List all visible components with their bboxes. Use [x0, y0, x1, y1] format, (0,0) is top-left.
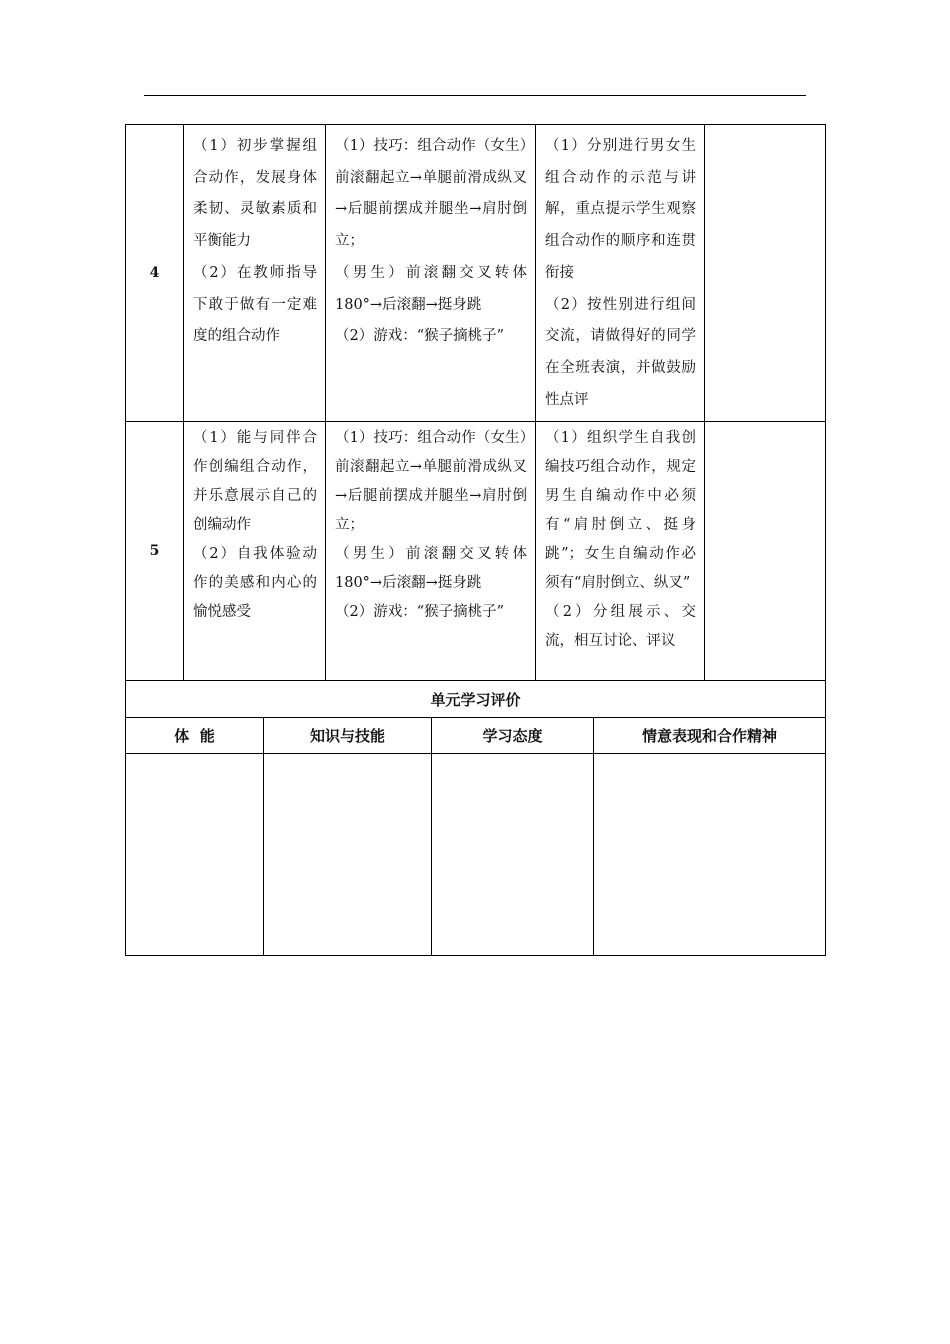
- notes-cell: [705, 422, 826, 681]
- lesson-number: 4: [126, 125, 184, 422]
- header-affect-cooperation: 情意表现和合作精神: [594, 718, 826, 754]
- methods-cell: [536, 125, 705, 422]
- header-physical-fitness: 体 能: [126, 718, 264, 754]
- content-cell: [326, 422, 536, 681]
- value-affect-cooperation: [594, 754, 826, 956]
- content-item: （1）技巧：组合动作（女生）前滚翻起立→单腿前滑成纵叉→后腿前摆成并腿坐→肩肘倒立；: [335, 430, 527, 533]
- evaluation-value-row: [126, 754, 826, 956]
- header-learning-attitude: 学习态度: [432, 718, 594, 754]
- table-row: [126, 125, 826, 422]
- objectives-cell: [184, 422, 326, 681]
- evaluation-title-row: [126, 681, 826, 718]
- evaluation-title: 单元学习评价: [126, 681, 826, 718]
- methods-cell: [536, 422, 705, 681]
- value-knowledge-skills: [264, 754, 432, 956]
- unit-evaluation-table: [125, 680, 826, 956]
- header-knowledge-skills: 知识与技能: [264, 718, 432, 754]
- value-physical-fitness: [126, 754, 264, 956]
- method-item: （2）按性别进行组间交流，请做得好的同学在全班表演，并做鼓励性点评: [545, 296, 696, 408]
- objective-item: （2）在教师指导下敢于做有一定难度的组合动作: [193, 264, 317, 345]
- value-learning-attitude: [432, 754, 594, 956]
- content-item: （2）游戏：“猴子摘桃子”: [335, 604, 505, 620]
- lesson-plan-table: [125, 124, 826, 681]
- objective-item: （1）初步掌握组合动作，发展身体柔韧、灵敏素质和平衡能力: [193, 138, 317, 250]
- lesson-number: 5: [126, 422, 184, 681]
- objective-item: （1）能与同伴合作创编组合动作，并乐意展示自己的创编动作: [193, 430, 317, 533]
- objective-item: （2）自我体验动作的美感和内心的愉悦感受: [193, 546, 317, 620]
- method-item: （1）分别进行男女生组合动作的示范与讲解，重点提示学生观察组合动作的顺序和连贯衔接: [545, 138, 696, 281]
- content-item: （1）技巧：组合动作（女生）前滚翻起立→单腿前滑成纵叉→后腿前摆成并腿坐→肩肘倒立；: [335, 138, 527, 250]
- table-row: [126, 422, 826, 681]
- content-cell: [326, 125, 536, 422]
- notes-cell: [705, 125, 826, 422]
- header-rule: [144, 95, 806, 96]
- content-item: （男生）前滚翻交叉转体180°→后滚翻→挺身跳: [335, 264, 527, 313]
- content-item: （2）游戏：“猴子摘桃子”: [335, 328, 505, 345]
- evaluation-header-row: [126, 718, 826, 754]
- objectives-cell: [184, 125, 326, 422]
- method-item: （1）组织学生自我创编技巧组合动作，规定男生自编动作中必须有“肩肘倒立、挺身跳”；女生自编动作必须有“肩肘倒立、纵叉”: [545, 430, 696, 591]
- method-item: （2）分组展示、交流，相互讨论、评议: [545, 604, 696, 649]
- content-item: （男生）前滚翻交叉转体180°→后滚翻→挺身跳: [335, 546, 527, 591]
